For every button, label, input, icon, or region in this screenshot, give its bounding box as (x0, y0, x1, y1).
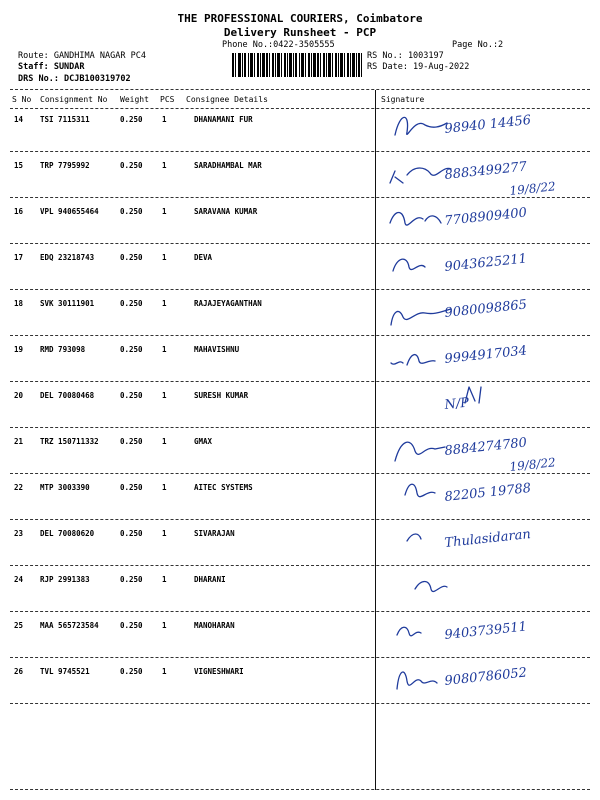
row-consignee: SURESH KUMAR (194, 391, 249, 400)
signature-handwriting: 9994917034 (443, 343, 528, 367)
row-consignee: AITEC SYSTEMS (194, 483, 253, 492)
row-sno: 23 (14, 529, 24, 538)
row-weight: 0.250 (120, 299, 143, 308)
row-consignment: MAA 565723584 (40, 621, 99, 630)
row-weight: 0.250 (120, 345, 143, 354)
signature-handwriting: 8884274780 (443, 435, 528, 459)
row-pcs: 1 (162, 667, 167, 676)
signature-handwriting: 9080786052 (443, 665, 528, 689)
row-pcs: 1 (162, 115, 167, 124)
row-consignee: DHARANI (194, 575, 226, 584)
signature-handwriting: 7708909400 (443, 205, 528, 229)
signature-18 (385, 291, 585, 331)
row-sno: 22 (14, 483, 24, 492)
signature-handwriting: 82205 19788 (443, 480, 532, 505)
signature-scribble (395, 117, 447, 135)
drs-number: DRS No.: DCJB100319702 (18, 74, 131, 84)
signature-scribble (407, 534, 421, 541)
row-weight: 0.250 (120, 161, 143, 170)
signature-24 (385, 567, 585, 607)
row-separator (10, 289, 590, 290)
signature-26 (385, 659, 585, 699)
signature-scribble (395, 442, 445, 461)
row-consignment: TRZ 150711332 (40, 437, 99, 446)
signature-20 (385, 383, 585, 423)
signature-scribble (390, 168, 451, 183)
row-consignee: DHANAMANI FUR (194, 115, 253, 124)
row-weight: 0.250 (120, 529, 143, 538)
row-consignment: VPL 940655464 (40, 207, 99, 216)
row-consignment: RJP 2991383 (40, 575, 90, 584)
signature-22 (385, 475, 585, 515)
route-label: Route: GANDHIMA NAGAR PC4 (18, 51, 146, 61)
row-sno: 17 (14, 253, 24, 262)
row-weight: 0.250 (120, 437, 143, 446)
row-separator (10, 243, 590, 244)
row-pcs: 1 (162, 437, 167, 446)
col-signature: Signature (381, 95, 425, 104)
staff-label: Staff: SUNDAR (18, 62, 85, 72)
signature-date: 19/8/22 (508, 179, 557, 198)
barcode-image (232, 53, 362, 77)
row-consignment: TSI 7115311 (40, 115, 90, 124)
row-sno: 19 (14, 345, 24, 354)
signature-scribble (415, 582, 447, 592)
signature-23 (385, 521, 585, 561)
rs-date: RS Date: 19-Aug-2022 (367, 62, 470, 72)
row-pcs: 1 (162, 345, 167, 354)
row-weight: 0.250 (120, 667, 143, 676)
col-pcs: PCS (160, 95, 175, 104)
signature-handwriting: 9403739511 (443, 619, 528, 643)
row-weight: 0.250 (120, 391, 143, 400)
row-pcs: 1 (162, 483, 167, 492)
row-separator (10, 151, 590, 152)
signature-scribble (405, 484, 435, 496)
row-sno: 18 (14, 299, 24, 308)
signature-handwriting: 9043625211 (443, 251, 528, 275)
row-consignee: MAHAVISHNU (194, 345, 240, 354)
row-pcs: 1 (162, 529, 167, 538)
signature-handwriting: N/P (443, 395, 470, 413)
row-sno: 21 (14, 437, 24, 446)
row-consignee: RAJAJEYAGANTHAN (194, 299, 262, 308)
signature-19 (385, 337, 585, 377)
row-consignment: TVL 9745521 (40, 667, 90, 676)
signature-scribble (390, 213, 441, 226)
row-consignee: SARADHAMBAL MAR (194, 161, 262, 170)
col-consignment: Consignment No (40, 95, 108, 104)
row-weight: 0.250 (120, 253, 143, 262)
row-pcs: 1 (162, 621, 167, 630)
row-consignment: RMD 793098 (40, 345, 86, 354)
row-separator (10, 381, 590, 382)
row-consignee: SIVARAJAN (194, 529, 235, 538)
row-separator (10, 565, 590, 566)
phone-number: Phone No.:0422-3505555 (222, 40, 335, 50)
row-pcs: 1 (162, 391, 167, 400)
signature-handwriting: 8883499277 (443, 159, 528, 183)
row-pcs: 1 (162, 161, 167, 170)
signature-17 (385, 245, 585, 285)
row-consignee: GMAX (194, 437, 213, 446)
table-bottom-rule (10, 789, 590, 790)
signature-14 (385, 107, 585, 147)
signature-handwriting: Thulasidaran (443, 527, 532, 551)
row-sno: 16 (14, 207, 24, 216)
row-sno: 26 (14, 667, 24, 676)
row-consignment: SVK 30111901 (40, 299, 95, 308)
signature-16 (385, 199, 585, 239)
signature-column-divider (375, 90, 376, 790)
signature-scribble (393, 259, 425, 271)
row-sno: 24 (14, 575, 24, 584)
row-weight: 0.250 (120, 207, 143, 216)
row-consignee: MANOHARAN (194, 621, 235, 630)
row-weight: 0.250 (120, 575, 143, 584)
company-title: THE PROFESSIONAL COURIERS, Coimbatore (177, 12, 423, 25)
row-separator (10, 197, 590, 198)
row-separator (10, 335, 590, 336)
row-sno: 15 (14, 161, 24, 170)
row-sno: 20 (14, 391, 24, 400)
col-consignee: Consignee Details (186, 95, 268, 104)
row-consignee: DEVA (194, 253, 213, 262)
row-weight: 0.250 (120, 483, 143, 492)
signature-scribble (397, 627, 421, 636)
row-consignment: TRP 7795992 (40, 161, 90, 170)
col-sno: S No (12, 95, 32, 104)
signature-scribble (391, 355, 435, 365)
row-pcs: 1 (162, 299, 167, 308)
signature-15 (385, 153, 585, 198)
row-separator (10, 427, 590, 428)
row-separator (10, 657, 590, 658)
runsheet-subtitle: Delivery Runsheet - PCP (223, 26, 377, 39)
row-consignee: SARAVANA KUMAR (194, 207, 258, 216)
rs-number: RS No.: 1003197 (367, 51, 444, 61)
row-weight: 0.250 (120, 621, 143, 630)
row-pcs: 1 (162, 207, 167, 216)
header-top-rule (10, 89, 590, 90)
signature-date: 19/8/22 (508, 455, 557, 474)
row-sno: 25 (14, 621, 24, 630)
row-consignment: MTP 3003390 (40, 483, 90, 492)
row-consignment: DEL 70080620 (40, 529, 95, 538)
page-number: Page No.:2 (452, 40, 504, 50)
col-weight: Weight (120, 95, 149, 104)
signature-scribble (391, 309, 451, 325)
row-weight: 0.250 (120, 115, 143, 124)
row-separator (10, 703, 590, 704)
row-consignee: VIGNESHWARI (194, 667, 244, 676)
row-consignment: DEL 70080468 (40, 391, 95, 400)
row-pcs: 1 (162, 253, 167, 262)
signature-25 (385, 613, 585, 653)
row-sno: 14 (14, 115, 24, 124)
row-pcs: 1 (162, 575, 167, 584)
signature-scribble (397, 672, 437, 689)
row-consignment: EDQ 23218743 (40, 253, 95, 262)
signature-handwriting: 98940 14456 (443, 112, 532, 137)
signature-21 (385, 429, 585, 474)
row-separator (10, 519, 590, 520)
row-separator (10, 473, 590, 474)
row-separator (10, 611, 590, 612)
signature-handwriting: 9080098865 (443, 297, 528, 321)
